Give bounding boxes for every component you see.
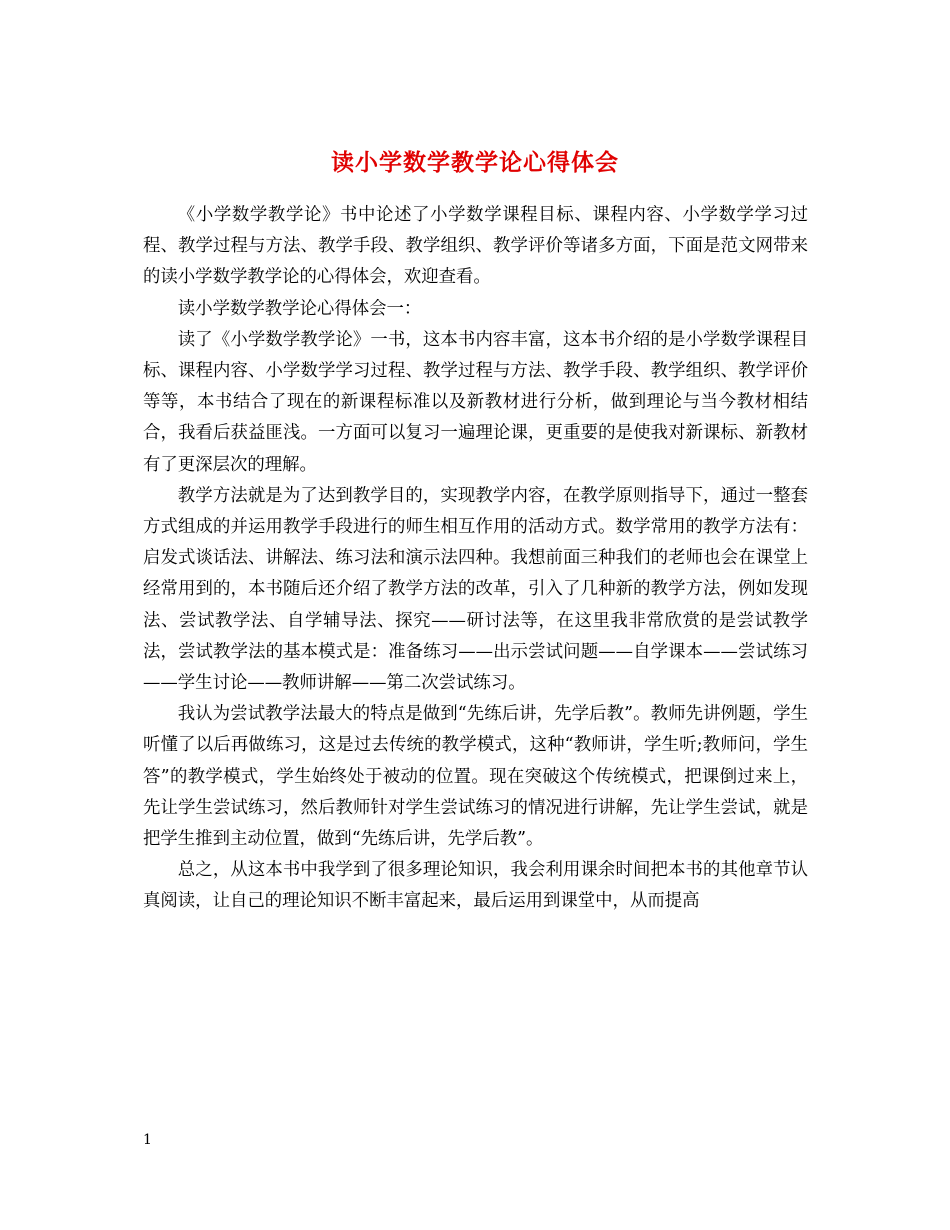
document-body	[143, 200, 808, 918]
body-paragraph: 教学方法就是为了达到教学目的，实现教学内容，在教学原则指导下，通过一整套方式组成的并运用教学手段进行的师生相互作用的活动方式。数学常用的教学方法有：启发式谈话法、讲解法、练习法和演示法四种。我想前面三种我们的老师也会在课堂上经常用到的，本书随后还介绍了教学方法的改革，引入了几种新的教学方法，例如发现法、尝试教学法、自学辅导法、探究——研讨法等，在这里我非常欣赏的是尝试教学法，尝试教学法的基本模式是：准备练习——出示尝试问题——自学课本——尝试练习——学生讨论——教师讲解——第二次尝试练习。	[143, 485, 808, 694]
page-title: 读小学数学教学论心得体会	[331, 149, 619, 177]
body-paragraph: 读小学数学教学论心得体会一：	[177, 298, 422, 319]
body-paragraph: 读了《小学数学教学论》一书，这本书内容丰富，这本书介绍的是小学数学课程目标、课程内容、小学数学学习过程、教学过程与方法、教学手段、教学组织、教学评价等等，本书结合了现在的新课程标准以及新教材进行分析，做到理论与当今教材相结合，我看后获益匪浅。一方面可以复习一遍理论课，更重要的是使我对新课标、新教材有了更深层次的理解。	[143, 329, 808, 475]
page-number: 1	[143, 1132, 152, 1148]
body-paragraph: 总之，从这本书中我学到了很多理论知识，我会利用课余时间把本书的其他章节认真阅读，让自己的理论知识不断丰富起来，最后运用到课堂中，从而提高	[143, 860, 808, 912]
body-paragraph: 《小学数学教学论》书中论述了小学数学课程目标、课程内容、小学数学学习过程、教学过程与方法、教学手段、教学组织、教学评价等诸多方面，下面是范文网带来的读小学数学教学论的心得体会，欢迎查看。	[143, 205, 808, 288]
body-paragraph: 我认为尝试教学法最大的特点是做到“先练后讲，先学后教”。教师先讲例题，学生听懂了以后再做练习，这是过去传统的教学模式，这种“教师讲，学生听;教师问，学生答”的教学模式，学生始终处于被动的位置。现在突破这个传统模式，把课倒过来上，先让学生尝试练习，然后教师针对学生尝试练习的情况进行讲解，先让学生尝试，就是把学生推到主动位置，做到“先练后讲，先学后教”。	[143, 704, 808, 850]
